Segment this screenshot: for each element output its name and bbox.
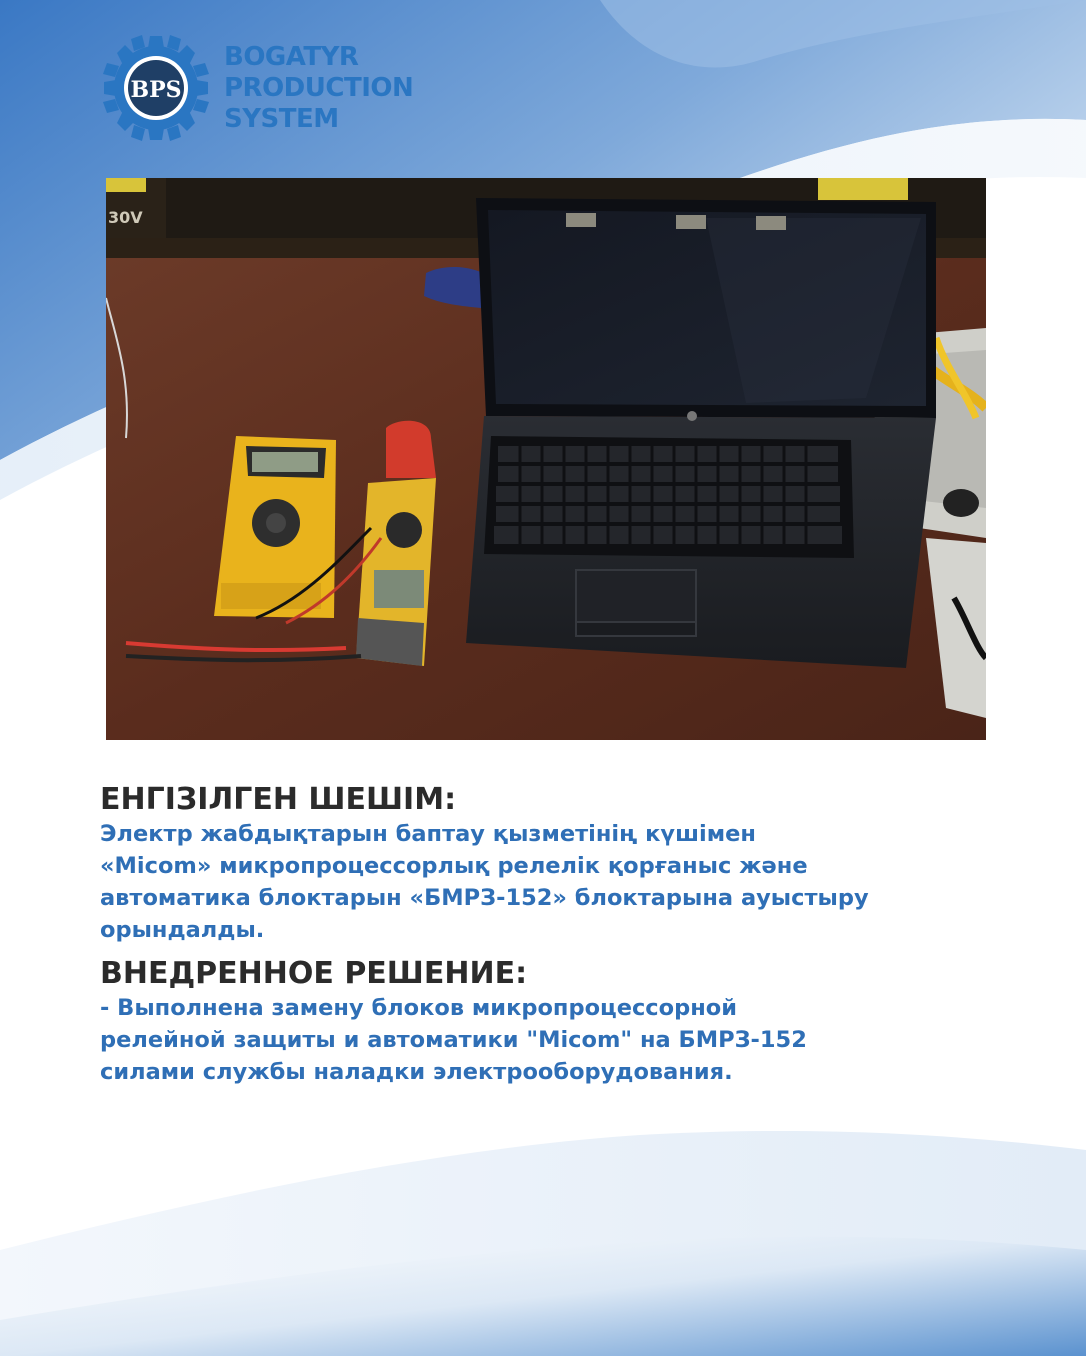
gear-emblem-icon (100, 32, 212, 144)
ru-line-1: - Выполнена замену блоков микропроцессорной (100, 995, 737, 1021)
ru-solution-text (100, 992, 1000, 1088)
photo-label-fragment: 30V (108, 208, 143, 227)
ru-line-3: силами службы наладки электрооборудования. (100, 1059, 733, 1085)
kz-line-3: автоматика блоктарын «БМРЗ-152» блоктарына ауыстыру (100, 885, 869, 911)
kz-solution-text (100, 818, 1000, 946)
kz-line-1: Электр жабдықтарын баптау қызметінің күшімен (100, 821, 756, 847)
logo-wordmark (224, 42, 413, 135)
ru-line-2: релейной защиты и автоматики "Micom" на БМРЗ-152 (100, 1027, 807, 1053)
logo-line-1: BOGATYR (224, 42, 359, 72)
bottom-wave-background (0, 1090, 1086, 1356)
company-logo (100, 28, 440, 148)
logo-line-2: PRODUCTION (224, 73, 414, 103)
kz-line-2: «Micom» микропроцессорлық релелік қорғаныс және (100, 853, 808, 879)
logo-line-3: SYSTEM (224, 104, 339, 134)
logo-emblem-text: BPS (130, 77, 182, 103)
ru-solution-heading: ВНЕДРЕННОЕ РЕШЕНИЕ: (100, 956, 528, 991)
kz-solution-heading: ЕНГІЗІЛГЕН ШЕШІМ: (100, 782, 457, 817)
text-content (100, 782, 1000, 1088)
kz-line-4: орындалды. (100, 917, 265, 943)
equipment-photo (106, 178, 986, 740)
